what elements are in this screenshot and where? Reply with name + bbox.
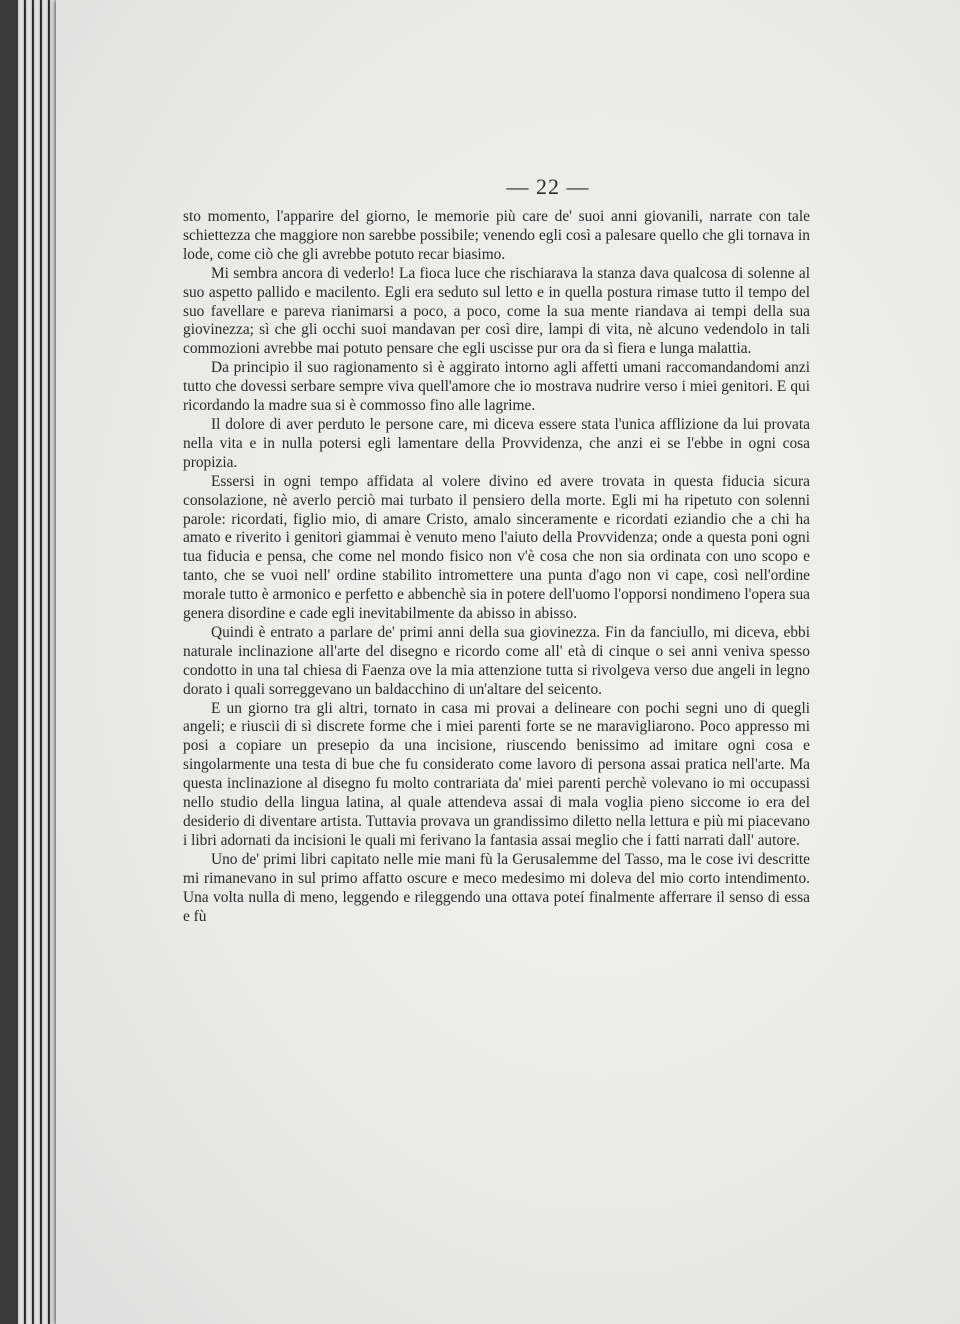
paragraph: E un giorno tra gli altri, tornato in casa mi provai a delineare con pochi segni uno di quegli angeli; e riuscii di sì discrete forme che i miei parenti forte se ne maravigliarono. Poco appresso mi posi a copiare un presepio da una incisione, riuscendo benissimo ad imitare ogni cosa e singolarmente una testa di bue che fu considerato come lavoro di persona assai pratica nell'arte. Ma questa inclinazione al disegno fu molto contrariata da' miei parenti perchè volevano io mi occupassi nello studio della lingua latina, al quale attendeva assai di mala voglia pieno siccome io era del desiderio di diventare artista. Tuttavia provava un grandissimo diletto nella lettura e più mi piacevano i libri adornati da incisioni le quali mi ferivano la fantasia assai meglio che i fatti narrati dall' autore. <box>183 699 810 849</box>
paragraph: Il dolore di aver perduto le persone care, mi diceva essere stata l'unica afflizione da lui provata nella vita e in nulla potersi egli lamentare della Provvidenza, che anzi ei se l'ebbe in ogni cosa propizia. <box>183 415 810 471</box>
body-text <box>183 208 810 926</box>
page-number: — 22 — <box>506 174 590 199</box>
paragraph: sto momento, l'apparire del giorno, le memorie più care de' suoi anni giovanili, narrate con tale schiettezza che maggiore non sarebbe possibile; venendo egli così a palesare quello che gli tornava in lode, come ciò che gli avrebbe potuto recar biasimo. <box>183 208 810 263</box>
paragraph: Essersi in ogni tempo affidata al volere divino ed avere trovata in questa fiducia sicura consolazione, nè averlo perciò mai turbato il pensiero della morte. Egli mi ha ripetuto con solenni parole: ricordati, figlio mio, di amare Cristo, amalo sinceramente e ricordati eziandio che a chi ha amato e riverito i genitori giammai è venuto meno l'aiuto della Provvidenza; onde a questa poni ogni tua fiducia e pensa, che come nel mondo fisico non v'è cosa che non sia ordinata con uno scopo e tanto, che se vuoi nell' ordine stabilito intromettere una punta d'ago non vi cape, così nell'ordine morale tutto è armonico e perfetto e abbenchè sia in potere dell'uomo l'opporsi nondimeno l'opera sua genera disordine e cade egli inevitabilmente da abisso in abisso. <box>183 472 810 623</box>
page-edge <box>26 0 32 1324</box>
paragraph: Quindi è entrato a parlare de' primi anni della sua giovinezza. Fin da fanciullo, mi diceva, ebbi naturale inclinazione all'arte del disegno e ricordo come all' età di cinque o sei anni veniva spesso condotto in una tal chiesa di Faenza ove la mia attenzione tutta si rivolgeva verso due angeli in legno dorato i quali sorreggevano un baldacchino di un'altare del seicento. <box>183 623 810 698</box>
paragraph: Mi sembra ancora di vederlo! La fioca luce che rischiarava la stanza dava qualcosa di solenne al suo aspetto pallido e macilento. Egli era seduto sul letto e in quella postura rimase tutto il tempo del suo favellare e pareva rianimarsi a poco, a poco, come la sua mente riandava ai tempi della sua giovinezza; sì che gli occhi suoi mandavan per così dire, lampi di vita, nè alcuno vedendolo in tali commozioni avrebbe mai potuto pensare che egli uscisse pur ora da sì fiera e lunga malattia. <box>183 264 810 358</box>
paragraph: Uno de' primi libri capitato nelle mie mani fù la Gerusalemme del Tasso, ma le cose ivi descritte mi rimanevano in sul primo affatto oscure e meco medesimo mi doleva del mio corto intendimento. Una volta nulla di meno, leggendo e rileggendo una ottava poteí finalmente afferrare il senso di essa e fù <box>183 850 810 925</box>
page-edge <box>42 0 48 1324</box>
page-edge <box>34 0 40 1324</box>
page-edge <box>18 0 24 1324</box>
paragraph: Da principio il suo ragionamento si è aggirato intorno agli affetti umani raccomandandomi anzi tutto che dovessi serbare sempre viva quell'amore che io mostrava nudrire verso i miei genitori. E qui ricordando la madre sua si è commosso fino alle lagrime. <box>183 359 810 415</box>
